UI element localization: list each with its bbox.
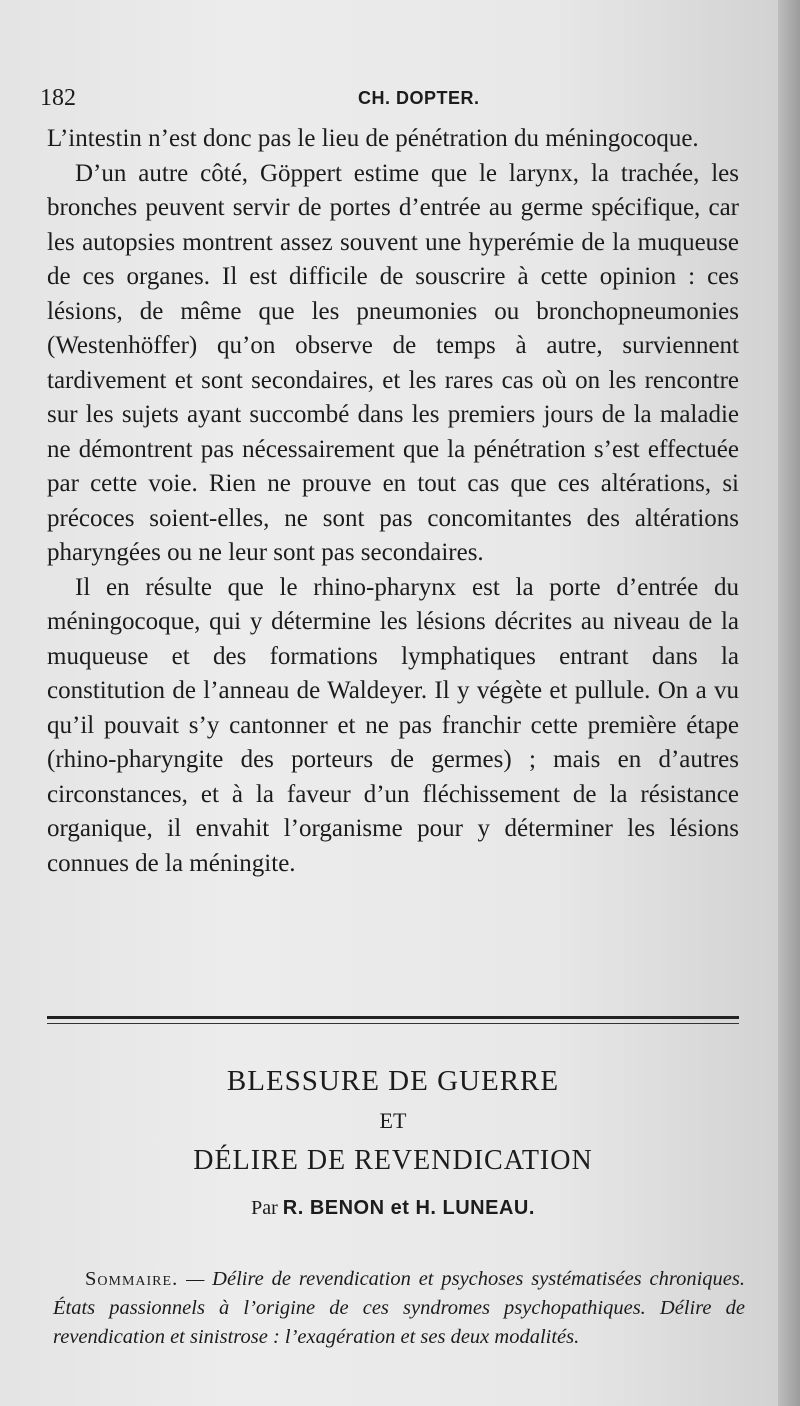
summary-paragraph xyxy=(53,1265,745,1352)
divider-thin-rule xyxy=(47,1023,739,1024)
body-text xyxy=(47,122,739,881)
byline-par: Par xyxy=(251,1197,278,1219)
page-number: 182 xyxy=(40,85,76,111)
page-header xyxy=(40,85,740,119)
article-summary xyxy=(53,1265,745,1352)
summary-text: — Délire de revendication et psychoses systématisées chroniques. États passionnels à l’origine de ces syndromes psychopathiques. Délire de revendication et sinistrose : l’exagération et ses deux modalités. xyxy=(53,1268,745,1348)
page-edge-shadow xyxy=(778,0,800,1406)
section-divider xyxy=(47,1016,739,1024)
article-title-line-1: BLESSURE DE GUERRE xyxy=(226,1065,560,1097)
article-title-conjunction: ET xyxy=(379,1108,407,1133)
byline-authors: R. BENON et H. LUNEAU. xyxy=(282,1197,535,1219)
summary-label: Sommaire. xyxy=(85,1268,179,1290)
byline xyxy=(47,1194,739,1222)
paragraph-2: D’un autre côté, Göppert estime que le larynx, la trachée, les bronches peuvent servir de portes d’entrée au germe spécifique, car les autopsies montrent assez souvent une hyperémie de la muqueuse de ces organes. Il est difficile de souscrire à cette opinion : ces lésions, de même que les pneumonies ou bronchopneumonies (Westenhöffer) qu’on observe de temps à autre, surviennent tardivement et sont secondaires, et les rares cas où on les rencontre sur les sujets ayant succombé dans les premiers jours de la maladie ne démontrent pas nécessairement que la pénétration s’est effectuée par cette voie. Rien ne prouve en tout cas que ces altérations, si précoces soient-elles, ne sont pas concomitantes des altérations pharyngées ou ne leur sont pas secondaires. xyxy=(47,159,739,566)
divider-thick-rule xyxy=(47,1016,739,1019)
article-title-line-2: DÉLIRE DE REVENDICATION xyxy=(193,1145,593,1176)
paragraph-3: Il en résulte que le rhino-pharynx est la porte d’entrée du méningocoque, qui y détermine les lésions décrites au niveau de la muqueuse et des formations lymphatiques entrant dans la constitution de l’anneau de Waldeyer. Il y végète et pullule. On a vu qu’il pouvait s’y cantonner et ne pas franchir cette première étape (rhino-pharyngite des porteurs de germes) ; mais en d’autres circonstances, et à la faveur d’un fléchissement de la résistance organique, il envahit l’organisme pour y déterminer les lésions connues de la méningite. xyxy=(47,573,739,877)
running-head: CH. DOPTER. xyxy=(358,88,480,108)
article-heading xyxy=(47,1062,739,1222)
paragraph-1: L’intestin n’est donc pas le lieu de pénétration du méningocoque. xyxy=(47,125,699,152)
